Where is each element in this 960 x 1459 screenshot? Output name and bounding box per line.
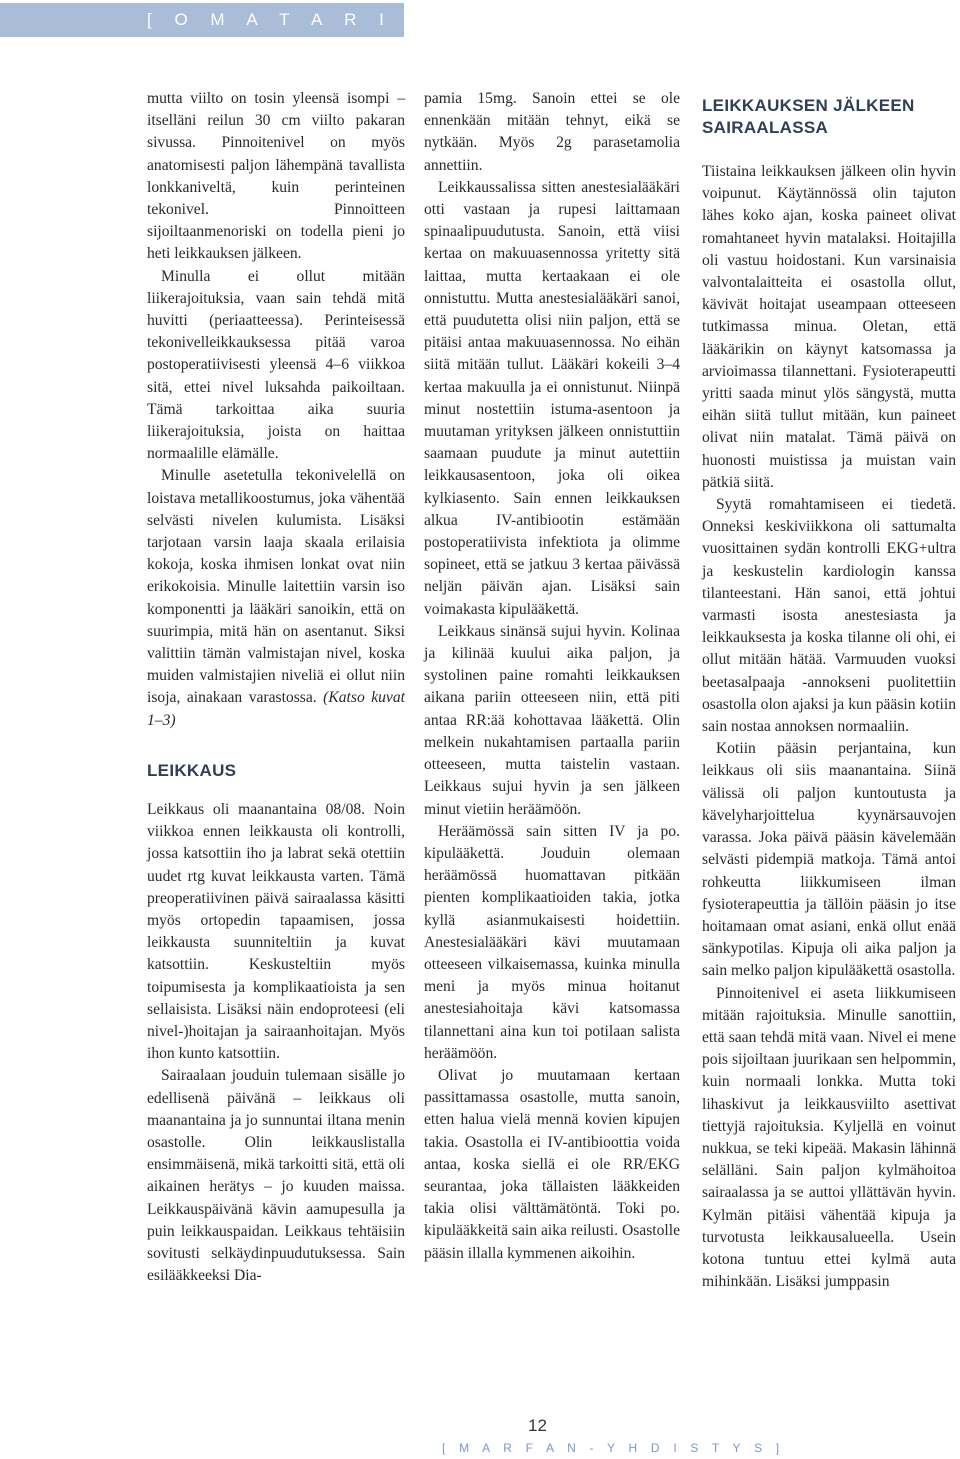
paragraph: Leikkaus oli maanantaina 08/08. Noin viikkoa ennen leikkausta oli kontrolli, jossa katsottiin iho ja labrat sekä otettiin uudet rtg kuvat leikkausta varten. Tämä preoperatiivinen päivä sairaalassa käsitti myös ortopedin tapaamisen, jossa leikkausta suunniteltiin ja kuvat katsottiin. Keskusteltiin myös toipumisesta ja komplikaatioista ja sen sellaisista. Lisäksi näin endoproteesi (eli nivel-)hoitajan ja sairaanhoitajan. Myös ihon kunto katsottiin. xyxy=(147,800,405,1063)
paragraph: Kotiin pääsin perjantaina, kun leikkaus oli siis maanantaina. Siinä välissä oli paljon kuntoutusta ja kävelyharjoittelua kyynärsauvojen varassa. Joka päivä pääsin kävelemään selvästi pidempiä matkoja. Tämä antoi rohkeutta liikkumiseen ilman fysioterapeuttia ja tällöin pääsin jo itse hoitamaan omat asiani, enkä ollut enää sänkypotilas. Kipuja oli aika paljon ja sain melko paljon kipulääkettä osastolla. xyxy=(702,740,956,980)
text-column-2 xyxy=(424,88,680,1265)
header-band xyxy=(0,3,488,37)
section-heading: LEIKKAUKSEN JÄLKEEN SAIRAALASSA xyxy=(702,96,915,137)
section-label: [ O M A T A R I N A ] xyxy=(147,10,488,29)
paragraph: Olivat jo muutamaan kertaan passittamassa osastolle, mutta sanoin, etten halua vielä mennä kovien kipujen takia. Osastolla ei IV-antibioottia voida antaa, koska siellä ei ole RR/EKG seurantaa, joka tällaisten lääkkeiden takia olisi välttämätöntä. Toki po. kipulääkkeitä sain aika reilusti. Osastolle pääsin illalla kymmenen aikoihin. xyxy=(424,1066,680,1262)
paragraph: Minulla ei ollut mitään liikerajoituksia, vaan sain tehdä mitä huvitti (periaatteessa). Perinteisessä tekonivelleikkauksessa pitää varoa postoperatiivisesti yleensä 4–6 viikkoa sitä, ettei nivel luksahda paikoiltaan. Tämä tarkoittaa aika suuria liikerajoituksia, joista on haittaa normaalille elämälle. xyxy=(147,267,405,463)
paragraph: pamia 15mg. Sanoin ettei se ole ennenkään mitään tehnyt, eikä se nytkään. Myös 2g parasetamolia annettiin. xyxy=(424,90,680,174)
paragraph xyxy=(147,465,405,731)
paragraph: mutta viilto on tosin yleensä isompi – itselläni reilun 30 cm viilto pakaran sivussa. Pinnoitenivel on myös anatomisesti paljon lähempänä tavallista lonkkaniveltä, kuin perinteinen tekonivel. Pinnoitteen sijoiltaanmenoriski on todella pieni jo heti leikkauksen jälkeen. xyxy=(147,90,405,263)
page-number: 12 xyxy=(528,1416,547,1435)
paragraph: Heräämössä sain sitten IV ja po. kipulääkettä. Jouduin olemaan heräämössä huomattavan pitkään pienten komplikaatioiden takia, jotka kyllä asianmukaisesti hoidettiin. Anestesialääkäri kävi muutamaan otteeseen vilkaisemassa, kuinka minulla meni ja myös minua hoitanut anestesiahoitaja kävi katsomassa tilannettani aina kun toi potilaan salista heräämöön. xyxy=(424,822,680,1062)
text-column-1 xyxy=(147,88,405,1287)
footer-label: [ M A R F A N - Y H D I S T Y S ] xyxy=(442,1441,785,1455)
paragraph-text: Minulle asetetulla tekonivelellä on loistava metallikoostumus, joka vähentää selvästi nivelen kulumista. Lisäksi tarjotaan varsin laaja skaala erilaisia kokoja, koska ihmisen lonkat ovat niin erikokoisia. Minulle laitettiin varsin iso komponentti ja lääkäri sanoikin, että on suurimpia, mitä hän on asentanut. Siksi valittiin tämän valmistajan nivel, koska muiden valmistajien niveliä ei ollut niin isoja, ainakaan varastossa. xyxy=(147,467,405,707)
paragraph: Tiistaina leikkauksen jälkeen olin hyvin voipunut. Käytännössä olin tajuton lähes koko ajan, koska paineet olivat romahtaneet hyvin matalaksi. Hoitajilla oli vastuu hoidostani. Kun varsinaisia valvontalaitteita ei osastolla ollut, kävivät hoitajat useampaan otteeseen tutkimassa minua. Oletan, että lääkärikin on käynyt katsomassa ja arvioimassa tilannettani. Fysioterapeutti yritti saada minut ylös sängystä, mutta eihän siitä tullut mitään, kun paineet olivat niin matalat. Tämä päivä on huonosti muistissa ja muistan vain pätkiä siitä. xyxy=(702,163,956,491)
paragraph: Leikkaus sinänsä sujui hyvin. Kolinaa ja kilinää kuului aika paljon, ja systolinen paine romahti leikkauksen aikana pariin otteeseen niin, että piti antaa RR:ää kohottavaa lääkettä. Olin melkein nukahtamisen partaalla pariin otteeseen, mutta taistelin vastaan. Leikkaus sujui hyvin ja sen jälkeen minut vietiin heräämöön. xyxy=(424,622,680,818)
section-heading: LEIKKAUS xyxy=(147,760,237,780)
paragraph: Sairaalaan jouduin tulemaan sisälle jo edellisenä päivänä – leikkaus oli maanantaina ja jo sunnuntai iltana menin osastolle. Olin leikkauslistalla ensimmäisenä, mikä tarkoitti sitä, että oli aikainen herätys – jo kuuden maissa. Leikkauspäivänä kävin aamupesulla ja puin leikkauspaidan. Leikkaus tehtäisiin sovitusti selkäydinpuudutuksessa. Sain esilääkkeeksi Dia- xyxy=(147,1067,405,1285)
paragraph: Syytä romahtamiseen ei tiedetä. Onneksi keskiviikkona oli sattumalta vuosittainen sydän kontrolli EKG+ultra ja keskustelin kardiologin kanssa tilanteestani. Hän sanoi, että johtui varmasti isosta anestesiasta ja leikkauksesta ja koska tilanne oli ohi, ei ollut mitään hätää. Varmuuden vuoksi beetasalpaaja -annokseni puolitettiin osastolla olon ajaksi ja kun pääsin kotiin sain nostaa annoksen normaaliin. xyxy=(702,496,956,736)
paragraph: Leikkaussalissa sitten anestesialääkäri otti vastaan ja rupesi laittamaan spinaalipuudutusta. Sanoin, että viisi kertaa on makuuasennossa yritetty sitä laittaa, mutta kertaakaan ei ole onnistuttu. Mutta anestesialääkäri sanoi, että puudutetta olisi niin paljon, että se pitäisi antaa makuuasennossa. No eihän siitä mitään tullut. Lääkäri kokeili 3–4 kertaa makuulla ja ei onnistunut. Niinpä minut nostettiin istuma-asentoon ja muutaman yrityksen jälkeen onnistuttiin saamaan puudute ja minut autettiin leikkausasentoon, joka oli oikea kylkiasento. Sain ennen leikkauksen alkua IV-antibiootin estämään postoperatiivista infektiota ja olimme sopineet, että se jatkuu 3 kertaa päivässä neljän päivän ajan. Lisäksi sain voimakasta kipulääkettä. xyxy=(424,178,680,618)
paragraph: Pinnoitenivel ei aseta liikkumiseen mitään rajoituksia. Minulle sanottiin, että saan tehdä mitä vaan. Nivel ei mene pois sijoiltaan juurikaan sen helpommin, kuin normaali lonkka. Mutta toki lihaskivut ja leikkausviilto asettivat tiettyjä rajoituksia. Kyljellä en voinut nukkua, se teki kipeää. Makasin lähinnä selälläni. Sain paljon kylmähoitoa sairaalassa ja se auttoi yllättävän hyvin. Kylmän pitäisi vähentää kipuja ja turvotusta leikkausalueella. Usein kotona tuntuu ettei kylmä auta mihinkään. Lisäksi jumppasin xyxy=(702,984,956,1291)
figure-reference: (Katso kuvat 1–3) xyxy=(147,689,405,729)
text-column-3 xyxy=(702,91,956,1293)
